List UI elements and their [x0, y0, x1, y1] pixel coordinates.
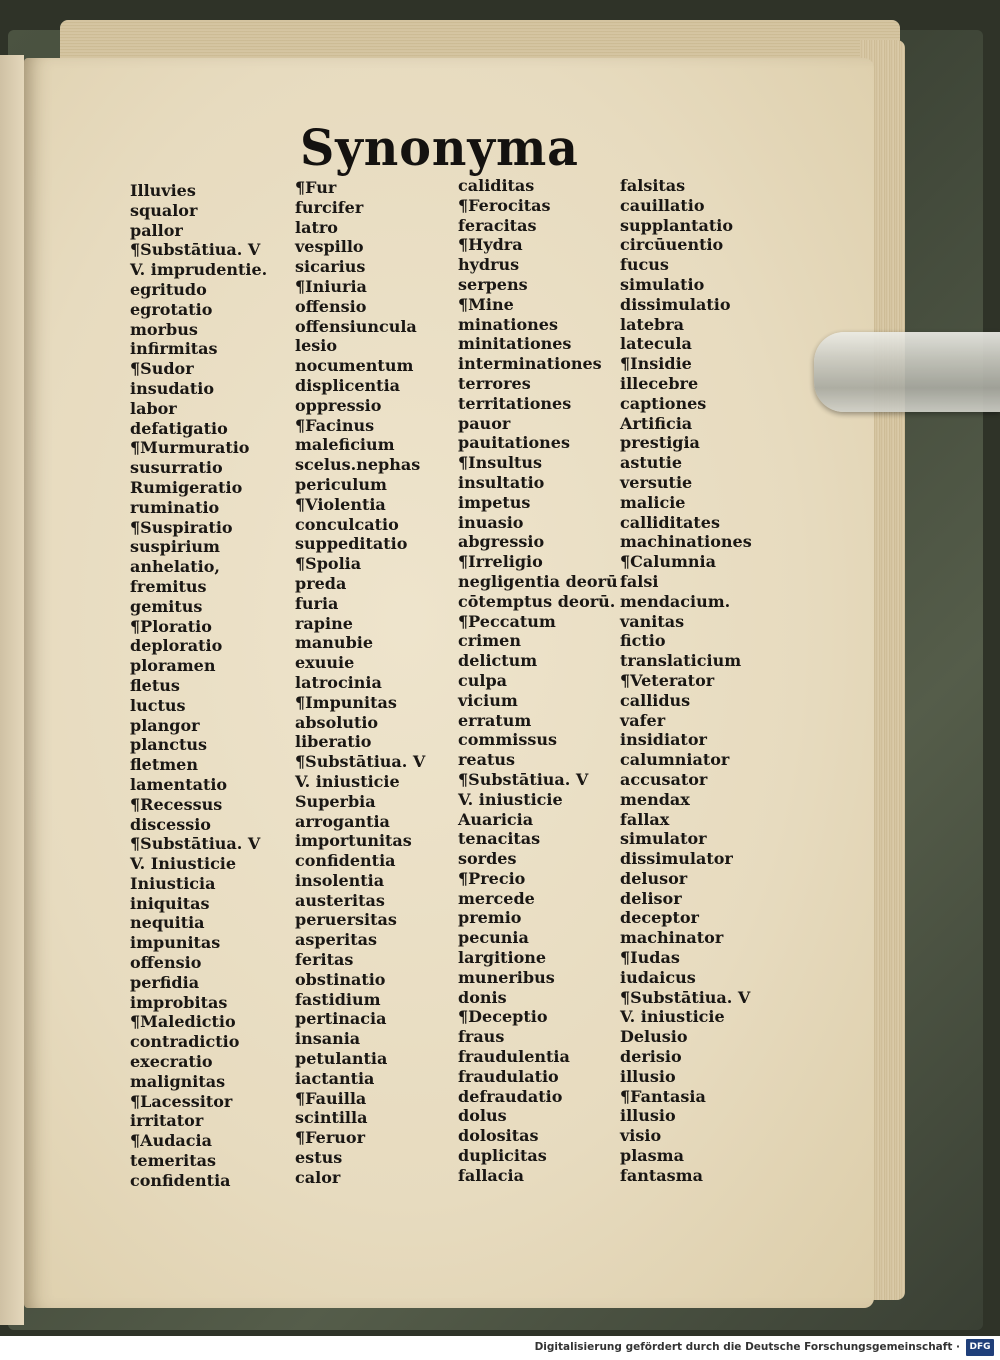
word-entry: ¶Fur [295, 178, 337, 197]
word-entry: supplantatio [620, 215, 733, 235]
word-entry: ploramen [130, 656, 216, 676]
word-entry: ¶Substātiua. V [295, 752, 426, 772]
word-entry: estus [295, 1148, 343, 1168]
word-entry: plangor [130, 715, 200, 735]
word-entry: fraudulatio [458, 1066, 559, 1086]
word-entry: absolutio [295, 712, 379, 732]
word-entry: morbus [130, 319, 198, 339]
word-entry: ¶Insultus [458, 453, 543, 473]
word-entry: vafer [620, 710, 666, 730]
word-entry: sordes [458, 849, 517, 869]
word-entry: interminationes [458, 354, 602, 374]
word-entry: reatus [458, 750, 516, 770]
word-entry: V. iniusticie [295, 771, 400, 791]
word-entry: insolentia [295, 870, 385, 890]
word-entry: manubie [295, 633, 374, 653]
word-entry: fantasma [620, 1165, 703, 1185]
word-entry: squalor [130, 200, 198, 220]
word-entry: latebra [620, 314, 684, 334]
word-entry: dissimulatio [620, 294, 731, 314]
word-entry: mendacium. [620, 591, 731, 611]
word-entry: ¶Deceptio [458, 1007, 548, 1027]
word-entry: dolositas [458, 1126, 539, 1146]
word-entry: fraudulentia [458, 1047, 570, 1067]
word-entry: egritudo [130, 279, 207, 299]
word-entry: terrores [458, 373, 531, 393]
word-entry: fraus [458, 1027, 505, 1047]
word-entry: improbitas [130, 992, 228, 1012]
word-entry: luctus [130, 695, 186, 715]
word-entry: illusio [620, 1066, 676, 1086]
word-entry: ¶Violentia [295, 494, 386, 514]
page-title: Synonyma [300, 118, 579, 177]
word-entry: scintilla [295, 1108, 368, 1128]
word-entry: offensio [130, 953, 202, 973]
word-entry: falsi [620, 571, 659, 591]
word-entry: ¶Fauilla [295, 1088, 367, 1108]
word-entry: preda [295, 573, 347, 593]
word-entry: plasma [620, 1146, 684, 1166]
word-entry: simulatio [620, 274, 705, 294]
word-entry: ¶Substātiua. V [620, 987, 751, 1007]
word-entry: temeritas [130, 1151, 216, 1171]
word-entry: ¶Irreligio [458, 552, 543, 572]
word-entry: derisio [620, 1047, 682, 1067]
word-entry: furia [295, 593, 339, 613]
word-entry: fletus [130, 675, 180, 695]
word-entry: vanitas [620, 611, 685, 631]
word-column-4 [620, 176, 752, 1186]
word-entry: pauor [458, 413, 511, 433]
word-entry: delusor [620, 868, 688, 888]
word-entry: execratio [130, 1052, 213, 1072]
word-entry: latro [295, 217, 338, 237]
word-entry: callidus [620, 690, 691, 710]
word-entry: ¶Murmuratio [130, 438, 250, 458]
word-entry: liberatio [295, 732, 372, 752]
word-entry: ¶Sudor [130, 359, 194, 379]
dfg-logo-icon: DFG [966, 1339, 994, 1356]
page-clip [814, 332, 1000, 412]
word-entry: ¶Spolia [295, 554, 362, 574]
word-entry: V. iniusticie [458, 789, 563, 809]
word-entry: erratum [458, 710, 532, 730]
page-stack-top [60, 20, 900, 60]
word-entry: falsitas [620, 176, 686, 195]
word-entry: Delusio [620, 1027, 688, 1047]
word-entry: insidiator [620, 730, 707, 750]
word-entry: calliditates [620, 512, 720, 532]
word-entry: muneribus [458, 967, 555, 987]
word-entry: suspirium [130, 537, 220, 557]
word-entry: cauillatio [620, 195, 705, 215]
word-entry: ¶Impunitas [295, 692, 397, 712]
facing-page-edge [0, 55, 24, 1325]
word-column-1 [130, 181, 267, 1191]
word-entry: ¶Calumnia [620, 552, 716, 572]
word-entry: mercede [458, 888, 535, 908]
word-entry: vicium [458, 690, 518, 710]
word-entry: versutie [620, 472, 693, 492]
word-entry: caliditas [458, 176, 535, 195]
word-entry: minitationes [458, 334, 572, 354]
word-entry: astutie [620, 453, 683, 473]
word-column-2 [295, 178, 425, 1188]
word-entry: fictio [620, 631, 666, 651]
word-entry: Rumigeratio [130, 477, 243, 497]
word-entry: ¶Mine [458, 294, 514, 314]
word-entry: ¶Peccatum [458, 611, 556, 631]
word-entry: Illuvies [130, 181, 196, 200]
word-entry: ¶Maledictio [130, 1012, 236, 1032]
word-entry: machinator [620, 928, 724, 948]
word-entry: conculcatio [295, 514, 399, 534]
word-entry: prestigia [620, 433, 700, 453]
word-entry: ¶Recessus [130, 794, 223, 814]
word-entry: impetus [458, 492, 531, 512]
word-entry: accusator [620, 769, 708, 789]
word-entry: gemitus [130, 596, 203, 616]
word-entry: ¶Hydra [458, 235, 523, 255]
word-entry: ¶Precio [458, 868, 526, 888]
word-entry: serpens [458, 274, 528, 294]
word-entry: maleficium [295, 435, 395, 455]
word-entry: donis [458, 987, 507, 1007]
word-entry: ¶Feruor [295, 1128, 366, 1148]
word-entry: ¶Ploratio [130, 616, 212, 636]
word-entry: calor [295, 1167, 341, 1187]
word-entry: irritator [130, 1111, 204, 1131]
word-entry: feracitas [458, 215, 537, 235]
word-entry: minationes [458, 314, 558, 334]
word-entry: illusio [620, 1106, 676, 1126]
word-entry: dolus [458, 1106, 507, 1126]
word-entry: machinationes [620, 532, 752, 552]
word-entry: nequitia [130, 913, 205, 933]
word-entry: ruminatio [130, 497, 220, 517]
word-entry: ¶Insidie [620, 354, 692, 374]
word-entry: sicarius [295, 257, 366, 277]
word-entry: duplicitas [458, 1146, 547, 1166]
word-entry: arrogantia [295, 811, 390, 831]
word-entry: hydrus [458, 255, 520, 275]
word-entry: ¶Audacia [130, 1131, 212, 1151]
word-entry: impunitas [130, 933, 221, 953]
word-entry: mendax [620, 789, 690, 809]
word-entry: fletmen [130, 755, 198, 775]
word-entry: ¶Substātiua. V [130, 834, 261, 854]
word-entry: fucus [620, 255, 669, 275]
word-entry: egrotatio [130, 299, 213, 319]
word-entry: latecula [620, 334, 692, 354]
word-entry: deceptor [620, 908, 699, 928]
word-entry: ¶Iniuria [295, 276, 367, 296]
word-entry: crimen [458, 631, 521, 651]
word-entry: Auaricia [458, 809, 534, 829]
word-entry: latrocinia [295, 672, 382, 692]
word-entry: illecebre [620, 373, 699, 393]
funding-note: Digitalisierung gefördert durch die Deutsche Forschungsgemeinschaft · [534, 1341, 960, 1353]
word-entry: insultatio [458, 472, 545, 492]
word-entry: fallax [620, 809, 670, 829]
word-entry: pallor [130, 220, 183, 240]
word-entry: discessio [130, 814, 211, 834]
word-entry: territationes [458, 393, 572, 413]
word-entry: peruersitas [295, 910, 397, 930]
word-entry: captiones [620, 393, 707, 413]
word-entry: abgressio [458, 532, 545, 552]
word-entry: commissus [458, 730, 558, 750]
word-entry: delisor [620, 888, 682, 908]
word-entry: iactantia [295, 1068, 375, 1088]
word-entry: Artificia [620, 413, 693, 433]
word-entry: vespillo [295, 237, 364, 257]
word-entry: insania [295, 1029, 361, 1049]
word-entry: malicie [620, 492, 686, 512]
word-entry: rapine [295, 613, 353, 633]
word-entry: confidentia [295, 851, 396, 871]
word-entry: ¶Fantasia [620, 1086, 706, 1106]
word-entry: ¶Iudas [620, 948, 680, 968]
word-entry: pauitationes [458, 433, 570, 453]
word-entry: pecunia [458, 928, 529, 948]
word-entry: fremitus [130, 576, 207, 596]
word-entry: circūuentio [620, 235, 724, 255]
word-entry: defatigatio [130, 418, 228, 438]
word-entry: ¶Ferocitas [458, 195, 551, 215]
word-entry: importunitas [295, 831, 412, 851]
word-entry: Superbia [295, 791, 376, 811]
word-entry: periculum [295, 474, 387, 494]
word-entry: planctus [130, 735, 208, 755]
word-column-3 [458, 176, 618, 1186]
word-entry: delictum [458, 651, 538, 671]
word-entry: exuuie [295, 653, 355, 673]
word-entry: V. Iniusticie [130, 854, 237, 874]
word-entry: largitione [458, 948, 547, 968]
word-entry: fallacia [458, 1165, 524, 1185]
word-entry: oppressio [295, 395, 382, 415]
word-entry: negligentia deorū [458, 571, 618, 591]
word-entry: displicentia [295, 375, 401, 395]
word-entry: insudatio [130, 378, 215, 398]
word-entry: offensiuncula [295, 316, 417, 336]
word-entry: iniquitas [130, 893, 210, 913]
word-entry: ¶Suspiratio [130, 517, 233, 537]
word-entry: ¶Substātiua. V [458, 769, 589, 789]
footer-bar [0, 1336, 1000, 1360]
word-entry: culpa [458, 670, 508, 690]
word-entry: cōtemptus deorū. [458, 591, 616, 611]
word-entry: translaticium [620, 651, 742, 671]
word-entry: nocumentum [295, 356, 414, 376]
word-entry: austeritas [295, 890, 385, 910]
word-entry: scelus.nephas [295, 455, 421, 475]
word-entry: malignitas [130, 1071, 226, 1091]
word-entry: lamentatio [130, 774, 228, 794]
word-entry: defraudatio [458, 1086, 563, 1106]
word-entry: feritas [295, 950, 354, 970]
word-entry: asperitas [295, 930, 378, 950]
word-entry: ¶Veterator [620, 670, 715, 690]
word-entry: calumniator [620, 750, 730, 770]
word-entry: visio [620, 1126, 662, 1146]
word-entry: offensio [295, 296, 367, 316]
word-entry: dissimulator [620, 849, 733, 869]
word-entry: confidentia [130, 1170, 231, 1190]
word-entry: Iniusticia [130, 873, 216, 893]
word-entry: tenacitas [458, 829, 541, 849]
word-entry: fastidium [295, 989, 381, 1009]
word-entry: inuasio [458, 512, 524, 532]
word-entry: suppeditatio [295, 534, 408, 554]
word-entry: V. imprudentie. [130, 260, 268, 280]
word-entry: furcifer [295, 197, 364, 217]
word-entry: infirmitas [130, 339, 218, 359]
word-entry: petulantia [295, 1049, 388, 1069]
word-entry: lesio [295, 336, 338, 356]
word-entry: susurratio [130, 458, 223, 478]
word-entry: ¶Facinus [295, 415, 375, 435]
word-entry: labor [130, 398, 177, 418]
word-entry: pertinacia [295, 1009, 387, 1029]
word-entry: anhelatio, [130, 557, 220, 577]
word-entry: V. iniusticie [620, 1007, 725, 1027]
word-entry: obstinatio [295, 969, 386, 989]
word-entry: deploratio [130, 636, 223, 656]
word-entry: iudaicus [620, 967, 696, 987]
word-entry: simulator [620, 829, 707, 849]
word-entry: ¶Lacessitor [130, 1091, 233, 1111]
word-entry: perfidia [130, 972, 200, 992]
word-entry: contradictio [130, 1032, 240, 1052]
word-entry: ¶Substātiua. V [130, 240, 261, 260]
word-entry: premio [458, 908, 522, 928]
